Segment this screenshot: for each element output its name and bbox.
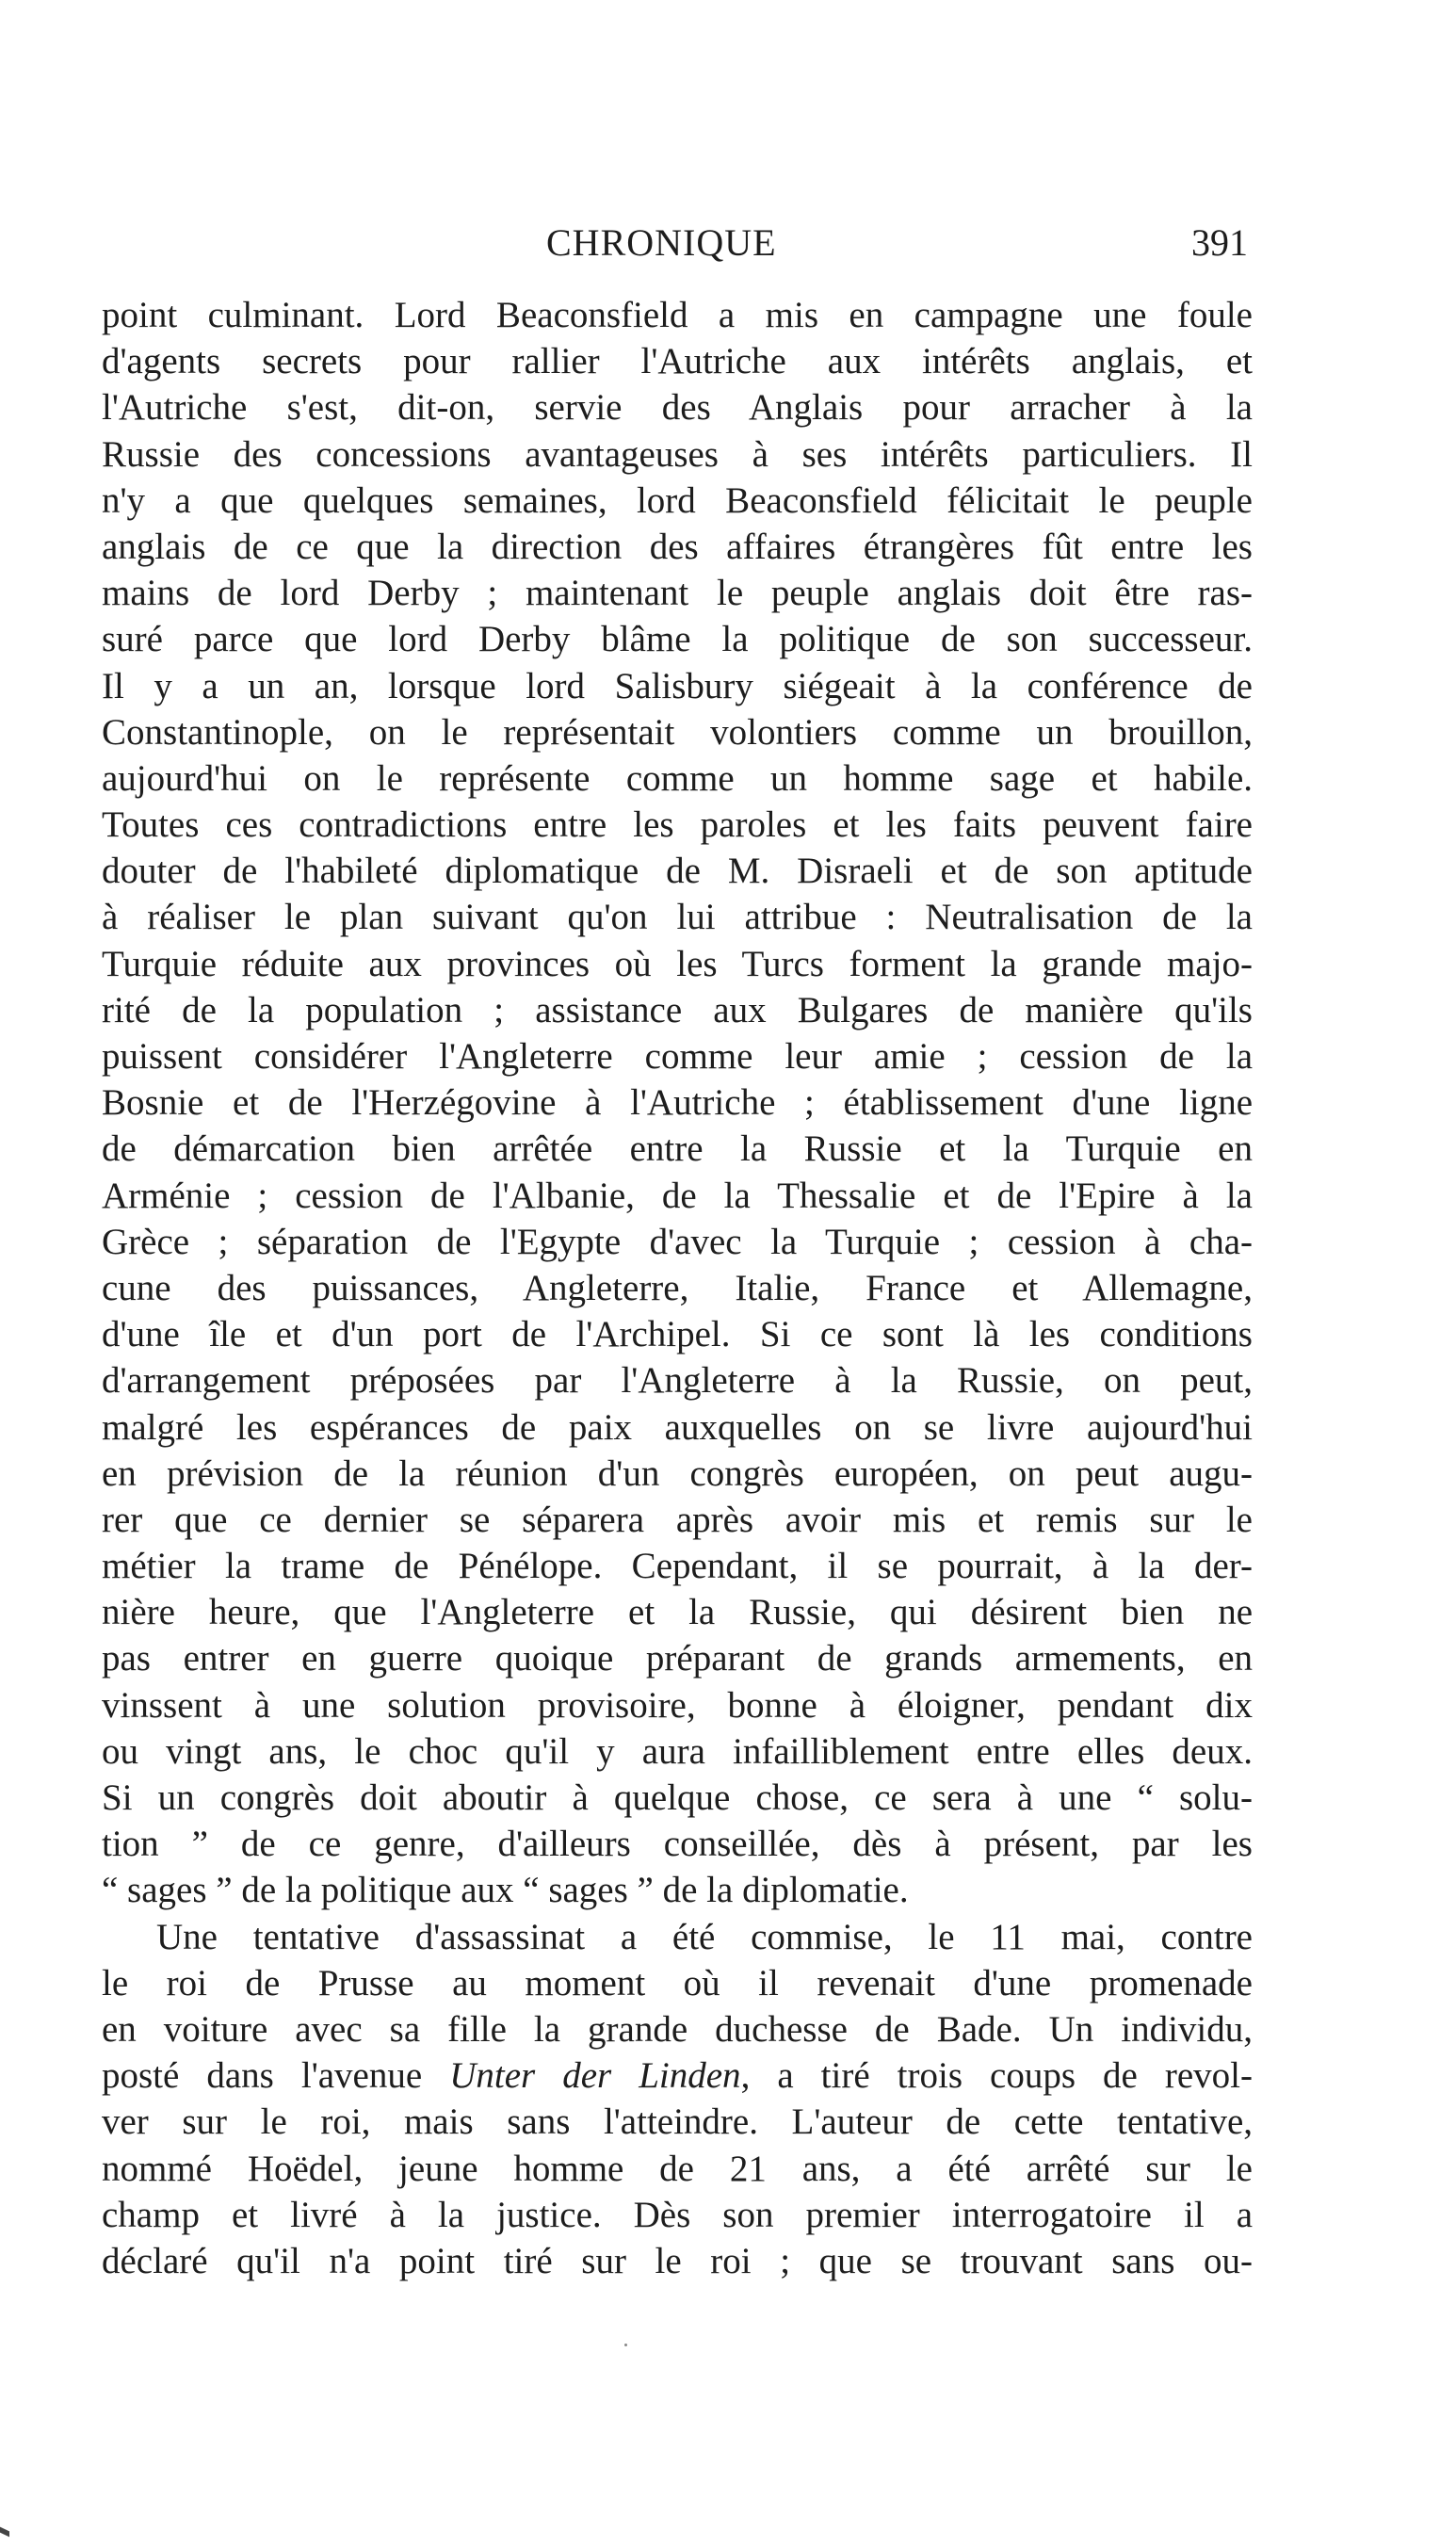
print-speck [624,2344,627,2346]
text-line: Toutes ces contradictions entre les paroles et les faits peuvent faire [102,804,1253,846]
text-line: ou vingt ans, le choc qu'il y aura infailliblement entre elles deux. [102,1730,1253,1772]
text-line: nière heure, que l'Angleterre et la Russie, qui désirent bien ne [102,1592,1253,1633]
text-line: en voiture avec sa fille la grande duchesse de Bade. Un individu, [102,2008,1253,2050]
text-line: métier la trame de Pénélope. Cependant, il se pourrait, à la der- [102,1546,1253,1587]
text-line: de démarcation bien arrêtée entre la Russie et la Turquie en [102,1128,1253,1170]
text-line: Si un congrès doit aboutir à quelque chose, ce sera à une “ solu- [102,1777,1253,1818]
text-line: Il y a un an, lorsque lord Salisbury siégeait à la conférence de [102,665,1253,706]
text-line: le roi de Prusse au moment où il revenait d'une promenade [102,1962,1253,2004]
text-line: anglais de ce que la direction des affaires étrangères fût entre les [102,526,1253,567]
text-line: d'une île et d'un port de l'Archipel. Si ce sont là les conditions [102,1314,1253,1355]
text-line: Russie des concessions avantageuses à ses intérêts particuliers. Il [102,433,1253,475]
text-line: vinssent à une solution provisoire, bonne à éloigner, pendant dix [102,1684,1253,1726]
text-line: aujourd'hui on le représente comme un homme sage et habile. [102,757,1253,799]
text-line: douter de l'habileté diplomatique de M. Disraeli et de son aptitude [102,851,1253,892]
text-line: nommé Hoëdel, jeune homme de 21 ans, a été arrêté sur le [102,2148,1253,2189]
text-line: Une tentative d'assassinat a été commise, le 11 mai, contre [156,1916,1253,1957]
paragraph-2 [102,1914,1253,2285]
text-line: l'Autriche s'est, dit-on, servie des Anglais pour arracher à la [102,387,1253,429]
page-number: 391 [1191,221,1248,264]
text-line: Arménie ; cession de l'Albanie, de la Thessalie et de l'Epire à la [102,1175,1253,1216]
text-line: posté dans l'avenue Unter der Linden, a tiré trois coups de revol- [102,2055,1253,2097]
text-line: malgré les espérances de paix auxquelles on se livre aujourd'hui [102,1406,1253,1448]
text-line: pas entrer en guerre quoique préparant de grands armements, en [102,1638,1253,1679]
text-line: Turquie réduite aux provinces où les Turcs forment la grande majo- [102,943,1253,984]
text-line: mains de lord Derby ; maintenant le peuple anglais doit être ras- [102,573,1253,614]
paragraph-1 [102,292,1253,1914]
text-line: n'y a que quelques semaines, lord Beaconsfield félicitait le peuple [102,479,1253,521]
text-line: point culminant. Lord Beaconsfield a mis en campagne une foule [102,295,1253,335]
running-title: CHRONIQUE [546,221,777,264]
text-line: déclaré qu'il n'a point tiré sur le roi ; que se trouvant sans ou- [102,2240,1253,2281]
text-line: ver sur le roi, mais sans l'atteindre. L'auteur de cette tentative, [102,2101,1253,2143]
text-line: tion ” de ce genre, d'ailleurs conseillée, dès à présent, par les [102,1824,1253,1865]
text-line: cune des puissances, Angleterre, Italie, France et Allemagne, [102,1267,1253,1308]
text-line: Bosnie et de l'Herzégovine à l'Autriche ; établissement d'une ligne [102,1082,1253,1124]
text-line: “ sages ” de la politique aux “ sages ” de la diplomatie. [102,1870,909,1911]
text-line: suré parce que lord Derby blâme la politique de son successeur. [102,619,1253,660]
scan-edge-mark [0,2527,9,2538]
text-line: d'agents secrets pour rallier l'Autriche aux intérêts anglais, et [102,341,1253,382]
text-line: d'arrangement préposées par l'Angleterre à la Russie, on peut, [102,1360,1253,1402]
text-line: en prévision de la réunion d'un congrès européen, on peut augu- [102,1452,1253,1494]
text-line: champ et livré à la justice. Dès son premier interrogatoire il a [102,2194,1253,2235]
text-line: rité de la population ; assistance aux Bulgares de manière qu'ils [102,989,1253,1030]
body-text [102,292,1253,2284]
page-header [104,215,1248,271]
text-line: Grèce ; séparation de l'Egypte d'avec la Turquie ; cession à cha- [102,1221,1253,1262]
street-name: Unter der Linden [449,2055,741,2097]
text-line: rer que ce dernier se séparera après avoir mis et remis sur le [102,1499,1253,1540]
text-line: Constantinople, on le représentait volontiers comme un brouillon, [102,711,1253,753]
text-line: à réaliser le plan suivant qu'on lui attribue : Neutralisation de la [102,897,1253,938]
text-line: puissent considérer l'Angleterre comme leur amie ; cession de la [102,1036,1253,1077]
